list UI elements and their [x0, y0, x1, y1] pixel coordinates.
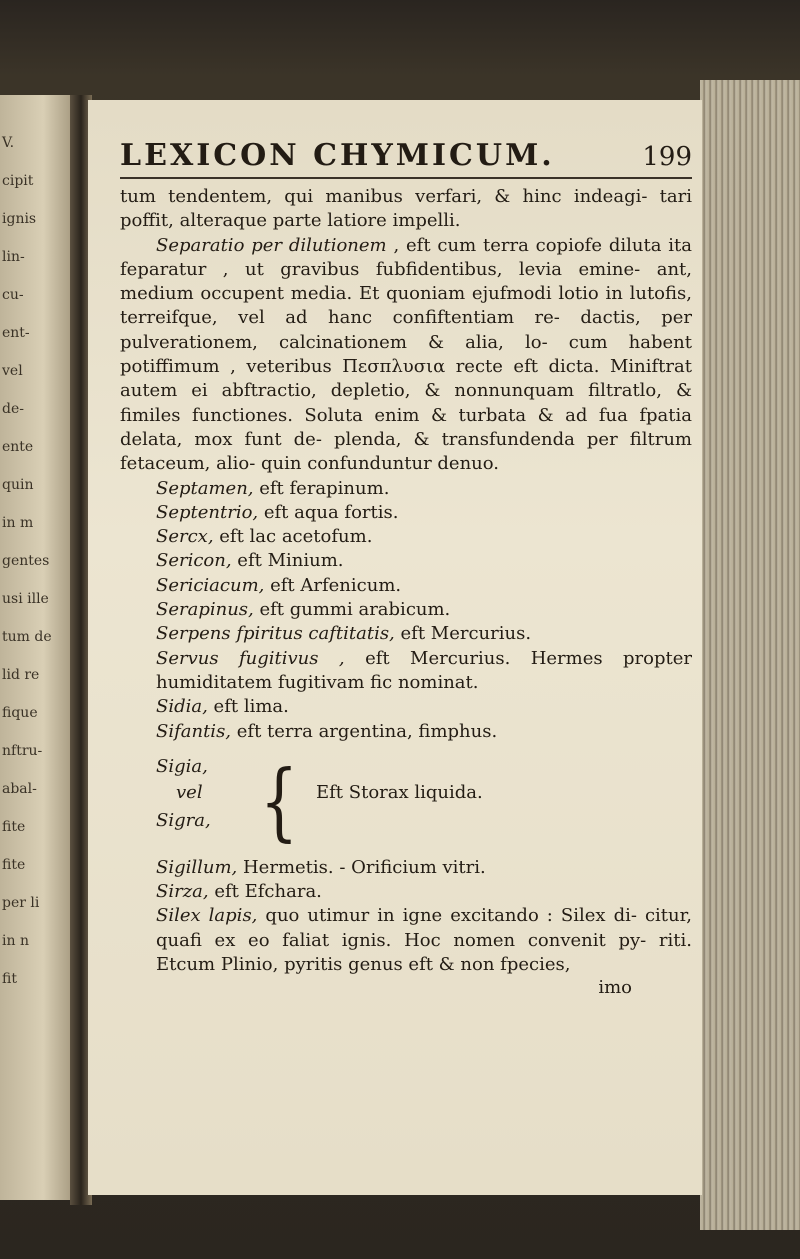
entry-heading: Septentrio,	[156, 501, 259, 523]
left-page-fragment: lin-	[2, 249, 25, 265]
brace: {	[260, 752, 299, 851]
dictionary-entry	[120, 598, 692, 622]
entry-text: eft Minium.	[231, 550, 344, 572]
entry-text: quo utimur in igne excitando : Silex di- citur, quafi ex eo faliat ignis. Hoc nomen convenit py- riti. Etcum Plinio, pyritis genus eft & non fpecies,	[156, 905, 692, 976]
left-page-fragment: fit	[2, 971, 17, 987]
entry-heading: Silex lapis,	[156, 905, 258, 927]
sigra-term: Sigra,	[156, 809, 211, 831]
entry-text: eft lac acetofum.	[213, 526, 373, 548]
dictionary-entry	[120, 904, 692, 977]
entry-text: , eft cum terra copiofe diluta ita feparatur , ut gravibus fubfidentibus, levia emine- ant, medium occupent media. Et quoniam ejufmodi lotio in lutofis, terreifque, vel ad hanc confiftentiam re- dactis, per pulverationem, calcinationem & alia, lo- cum habent potiffimum , veteribus Πεσπλυσια recte eft dicta. Miniftrat autem ei abftractio, depletio, & nonnunquam filtratlo, & fimiles functiones. Soluta enim & turbata & ad fua fpatia delata, mox funt de- plenda, & transfundenda per filtrum fetaceum, alio- quin confunduntur denuo.	[120, 234, 692, 475]
dictionary-entry	[120, 549, 692, 573]
entry-text: eft Mercurius. Hermes propter humiditatem fugitivam fic nominat.	[156, 647, 692, 693]
left-page-fragment: V.	[2, 135, 15, 151]
entry-list-2	[120, 856, 692, 977]
left-page-fragment: ent-	[2, 325, 30, 341]
dictionary-entry	[120, 622, 692, 646]
book-page	[88, 100, 702, 1195]
entry-heading: Servus fugitivus ,	[156, 647, 345, 669]
entry-text: eft Mercurius.	[394, 623, 532, 645]
dictionary-entry	[120, 477, 692, 501]
sigia-connector: vel	[176, 781, 203, 803]
left-page-fragment: nftru-	[2, 743, 43, 759]
dictionary-entry	[120, 525, 692, 549]
dictionary-entry	[120, 647, 692, 696]
paragraph: tum tendentem, qui manibus verfari, & hinc indeagi- tari poffit, alteraque parte latiore impelli.	[120, 186, 692, 232]
entry-list	[120, 477, 692, 744]
left-page-fragment: ente	[2, 439, 34, 455]
entry-text: eft aqua fortis.	[258, 501, 399, 523]
left-page-fragment: de-	[2, 401, 24, 417]
entry-text: eft ferapinum.	[253, 477, 390, 499]
left-page-fragment: lid re	[2, 667, 40, 683]
left-page-fragment: cipit	[2, 173, 34, 189]
left-page-fragment: vel	[2, 363, 23, 379]
sigia-entry	[120, 752, 692, 856]
left-page-fragment: fite	[2, 857, 26, 873]
entry-heading: Serapinus,	[156, 599, 254, 621]
entry-heading: Sericon,	[156, 550, 232, 572]
page-edges	[700, 80, 800, 1230]
left-page-fragment: fite	[2, 819, 26, 835]
left-page-fragment: tum de	[2, 629, 52, 645]
running-title: LEXICON CHYMICUM.	[120, 138, 555, 173]
entry-text: eft lima.	[207, 696, 289, 718]
left-page-edge	[0, 95, 72, 1200]
entry-heading: Separatio per dilutionem	[156, 234, 387, 256]
entry-heading: Sidia,	[156, 696, 208, 718]
entry-heading: Sercx,	[156, 526, 214, 548]
entry-heading: Sirza,	[156, 881, 209, 903]
entry-heading: Septamen,	[156, 477, 254, 499]
left-page-fragment: usi ille	[2, 591, 49, 607]
left-page-fragment: cu-	[2, 287, 24, 303]
dictionary-entry	[120, 695, 692, 719]
page-number: 199	[642, 142, 692, 172]
paragraph-separatio	[120, 234, 692, 477]
left-page-fragment: gentes	[2, 553, 50, 569]
left-page-fragment: in n	[2, 933, 29, 949]
page-content	[120, 138, 692, 999]
dictionary-entry	[120, 501, 692, 525]
entry-heading: Sifantis,	[156, 720, 232, 742]
running-header	[120, 138, 692, 179]
left-page-fragment: fique	[2, 705, 38, 721]
dictionary-entry	[120, 880, 692, 904]
sigia-term: Sigia,	[156, 755, 208, 777]
dictionary-entry	[120, 720, 692, 744]
sigia-definition: Eft Storax liquida.	[316, 781, 483, 803]
left-page-fragment: in m	[2, 515, 34, 531]
entry-heading: Serpens fpiritus caftitatis,	[156, 623, 395, 645]
dictionary-entry	[120, 856, 692, 880]
entry-heading: Sericiacum,	[156, 574, 265, 596]
entry-text: eft Efchara.	[208, 881, 322, 903]
entry-text: eft gummi arabicum.	[253, 599, 451, 621]
left-page-fragment: abal-	[2, 781, 37, 797]
entry-text: Hermetis. - Orificium vitri.	[237, 856, 486, 878]
dictionary-entry	[120, 574, 692, 598]
entry-text: eft terra argentina, fimphus.	[231, 720, 498, 742]
catchword: imo	[598, 977, 632, 999]
left-page-fragment: ignis	[2, 211, 37, 227]
entry-text: eft Arfenicum.	[264, 574, 402, 596]
left-page-fragment: quin	[2, 477, 34, 493]
entry-heading: Sigillum,	[156, 856, 238, 878]
left-page-fragment: per li	[2, 895, 40, 911]
